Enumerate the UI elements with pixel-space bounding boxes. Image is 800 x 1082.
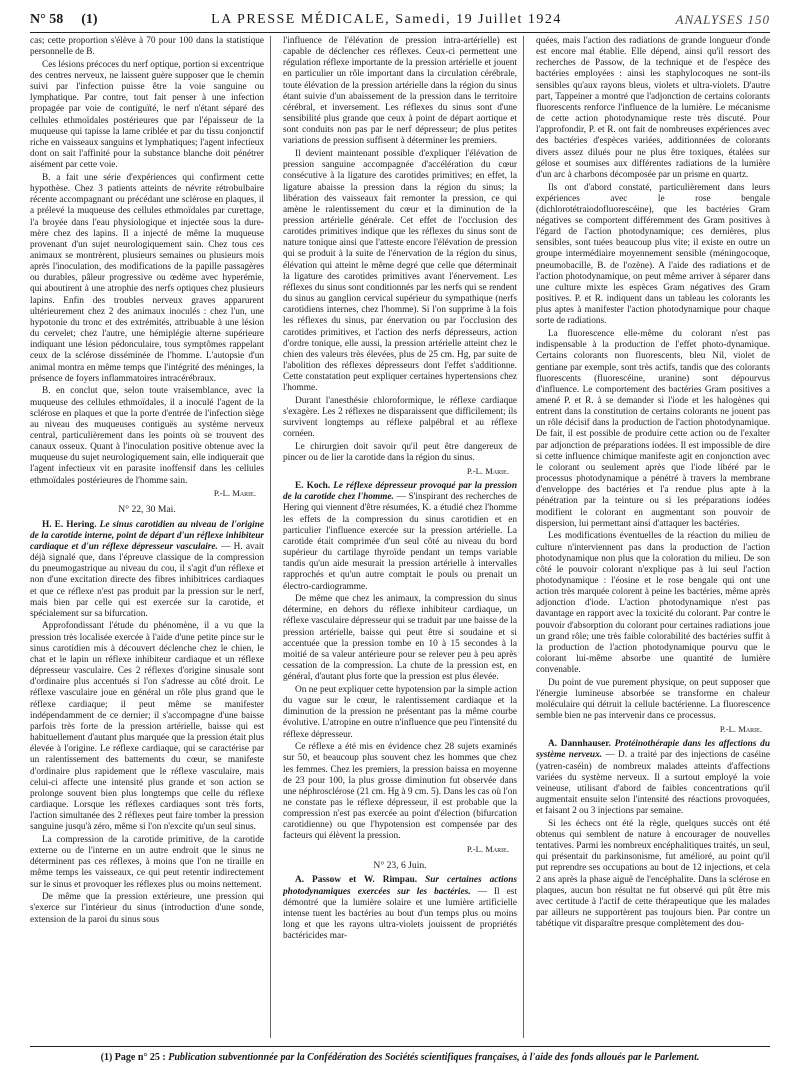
paragraph: l'influence de l'élévation de pression intra-artérielle) est capable de déclencher ces réflexes. Ceux-ci permettent une régulation réflexe importante de la pression artérielle et jouent en particulier un rôle important dans la circulation cérébrale, toute élévation de la pression artérielle dans la région du sinus étant suivie d'un abaissement de la pression dans le territoire cérébral, et inversement. Les réflexes du sinus sont d'une sensibilité plus grande que ceux à point de départ aortique et sont conduits non pas par le nerf dépresseur; de plus petites variations de pression suffisent à déterminer les premiers. xyxy=(283,36,517,147)
section-label: ANALYSES 150 xyxy=(675,12,770,27)
page-header xyxy=(30,8,770,33)
footnote-ref: (1) Page n° 25 : xyxy=(100,1052,166,1063)
issue-heading: N° 22, 30 Mai. xyxy=(118,504,176,516)
column-3 xyxy=(536,36,770,1038)
column-2 xyxy=(283,36,524,1038)
note-marker: (1) xyxy=(81,12,98,27)
article-lead: S'inspirant des recherches de Hering qui viennent d'être résumées, K. a étudié chez l'homme les effets de la compression du sinus carotidien et en particulier l'influence exercée sur la pression artérielle. La carotide était comprimée d'un seul côté au niveau du bord supérieur du cartilage thyroïde pendant un temps variable tandis qu'un aide mesurait la pression artérielle à intervalles rapprochés et qu'un autre comptait le pouls ou prenait un électro-cardiogramme. xyxy=(283,492,517,592)
paragraph: On ne peut expliquer cette hypotension par la simple action du vague sur le cœur, le ralentissement cardiaque et la diminution de la pression ne présentant pas la même courbe évolutive. L'atropine en outre n'influence que peu l'intensité du réflexe dépresseur. xyxy=(283,684,518,740)
article-lead: Il est démontré que la lumière solaire et une lumière artificielle intense tuent les bactéries au bout d'un temps plus ou moins long et que les rayons ultra-violets jouissent de propriétés bactéricides mar- xyxy=(283,886,518,942)
article-title: Sur certaines actions photodynamiques exercées sur les bactéries. xyxy=(283,875,518,897)
paragraph: Il devient maintenant possible d'expliquer l'élévation de pression sanguine accompagnée d'accélération du cœur consécutive à la ligature des carotides primitives; en effet, la ligature abaisse la pression dans la région du sinus; la libération des vaisseaux fait remonter la pression, ce qui amène le ralentissement du cœur et la diminution de la pression artérielle générale. Cet effet de l'occlusion des carotides primitives indique que les réflexes du sinus sont de nature tonique ainsi que l'atteste encore l'élévation de pression qui se produit à la suite de l'énervation de la région du sinus, élévation qui atteint le même degré que celle que déterminait la ligature des carotides primitives avant l'énervement. Les réflexes du sinus sont conditionnés par les nerfs qui se rendent du sinus au ganglion cervical supérieur du sympathique (nerfs carotidiens internes, chez l'homme). Si l'on supprime à la fois les réflexes du sinus, par énervation ou par l'occlusion des carotides primitives, et l'action des nerfs dépresseurs, action d'ordre tonique, elle aussi, la pression artérielle atteint chez le chien des valeurs très élevées, plus de 25 cm. Hg, par suite de l'abolition des réflexes dépresseurs dont l'effet s'additionne. Cette constatation peut expliquer certaines hypertensions chez l'homme. xyxy=(283,149,517,394)
dash: — xyxy=(221,541,231,552)
paragraph: Ces lésions précoces du nerf optique, portion si excentrique des centres nerveux, ne laissent guère supposer que le chemin suivi par l'infection puisse être la voie sanguine ou lymphatique. Par contre, tout fait penser à une infection propagée par voie de contiguïté, le nerf n'étant séparé des cellules ethmoïdales postérieures que par l'épaisseur de la muqueuse qui tapisse la lame criblée et par du tissu conjonctif riche en vaisseaux sanguins et lymphatiques; l'agent infectieux dont on sait l'affinité pour la substance blanche doit pénétrer aisément par cette voie. xyxy=(30,59,264,171)
dash: — xyxy=(477,886,487,897)
article-heading xyxy=(283,481,517,593)
article-title: Protéinothérapie dans les affections du système nerveux. xyxy=(536,739,770,761)
paragraph: Ils ont d'abord constaté, particulièrement dans leurs expériences avec le rose bengale (dichlorotétraiodofluorescéine), que les bactéries Gram négatives se comportent différemment des Gram positives à l'égard de l'action photodynamique; ces dernières, plus sensibles, sont tuées beaucoup plus vite; il existe en outre un groupe intermédiaire moyennement sensible (méningocoque, pneumobacille, B. de l'ozène). A l'aide des radiations et de l'action photodynamique, on peut même arriver à séparer dans une culture mixte les espèces Gram négatives des Gram positives. P. et R. indiquent dans un tableau les colorants les plus aptes à manifester l'action photodynamique pour chaque sorte de radiations. xyxy=(536,182,770,327)
article-heading xyxy=(536,739,770,817)
article-columns xyxy=(30,36,770,1038)
signature: P.-L. Marie. xyxy=(719,724,762,735)
paragraph: B. a fait une série d'expériences qui confirment cette hypothèse. Chez 3 patients atteints de névrite rétrobulbaire récente accompagnant ou précédant une sclérose en plaques, il a prélevé la muqueuse des cellules ethmoïdales par curettage, l'a broyée dans l'eau physiologique et injectée sous la dure-mère chez des lapins. Il a injecté de même la muqueuse provenant d'un sujet neurologiquement sain. Chez tous ces animaux se montrèrent, plusieurs semaines ou plusieurs mois après l'inoculation, des modifications de la papille passagères ou durables, pâleur progressive ou œdème avec hyperémie, qui aboutirent à une atrophie des nerfs optiques chez plusieurs lapins. Enfin des troubles nerveux graves apparurent ultérieurement chez 2 des animaux inoculés : chez l'un, une hypotonie du tronc et des extrémités, attribuable à une lésion du cervelet; chez l'autre, une hémiplégie alterne supérieure indiquant une lésion pédonculaire, tous symptômes rappelant ceux de la sclérose disséminée de l'homme. L'autopsie d'un animal montra en même temps que l'intégrité des méninges, la présence de foyers inflammatoires intracérébraux. xyxy=(30,172,264,384)
journal-title: LA PRESSE MÉDICALE, xyxy=(211,12,391,27)
paragraph: De même que la pression extérieure, une pression qui s'exerce sur l'intérieur du sinus (introduction d'une sonde, extension de la paroi du sinus sous xyxy=(30,892,264,925)
paragraph: Durant l'anesthésie chloroformique, le réflexe cardiaque s'exagère. Les 2 réflexes ne disparaissent que difficilement; ils survivent longtemps au réflexe palpébral et au réflexe cornéen. xyxy=(283,396,517,440)
paragraph: quées, mais l'action des radiations de grande longueur d'onde est encore mal établie. Elle dépend, ainsi qu'il ressort des recherches de Passow, de la technique et de l'espèce des bactéries employées : ainsi les staphylocoques ne sont-ils sensibles qu'aux rayons bleus, violets et ultra-violets. D'autre part, Tappeiner a montré que l'adjonction de certains colorants fluorescents renforce l'influence de la lumière. Le mécanisme de cette action photodynamique reste très discuté. Pour l'approfondir, P. et R. ont fait de nombreuses expériences avec des bactéries d'espèces variées, additionnées de colorants divers assez dilués pour ne plus être toxiques, étalées sur gélose et soumises aux différentes radiations de la lumière d'un arc à charbons décomposée par un prisme en quartz. xyxy=(536,36,770,180)
header-left xyxy=(30,12,98,28)
paragraph: Les modifications éventuelles de la réaction du milieu de culture n'interviennent pas dans la production de l'action photodynamique non plus que la coloration du milieu. De son côté le pouvoir colorant n'explique pas à lui seul l'action photodynamique : l'éosine et le rose bengale qui ont une action très marquée colorent à peine les bactéries, même après adjonction d'iode. L'action photodynamique n'est pas davantage en rapport avec la toxicité du colorant. Par contre le pouvoir d'absorption du colorant pour certaines radiations joue un grand rôle; une très faible colorabilité des bactéries suffit à la production de l'action photodynamique pourvu que le colorant lui-même absorbe une quantité de lumière convenable. xyxy=(536,531,770,676)
dash: — xyxy=(396,492,406,503)
page-number: N° 58 xyxy=(30,12,64,27)
article-author: A. Dannhauser. xyxy=(548,739,611,750)
dash: — xyxy=(605,750,615,761)
article-lead: H. avait déjà signalé que, dans l'épreuve classique de la compression du pneumogastrique au niveau du cou, il s'agit d'un réflexe et non d'une excitation directe des fibres inhibitrices cardiaques et que ce réflexe n'est pas produit par la pression sur le nerf, mais bien par celle qui est exercée sur la carotide, et spécialement sur sa bifurcation. xyxy=(30,541,264,619)
paragraph: Du point de vue purement physique, on peut supposer que l'énergie lumineuse absorbée se transforme en chaleur moléculaire qui détruit la cellule bactérienne. La fluorescence semble bien ne pas intervenir dans ce processus. xyxy=(536,677,770,722)
issue-date: Samedi, 19 Juillet 1924 xyxy=(395,12,562,27)
article-author: E. Koch. xyxy=(295,481,331,492)
article-heading xyxy=(283,875,517,942)
paragraph: Ce réflexe a été mis en évidence chez 28 sujets examinés sur 50, et beaucoup plus souvent chez les hommes que chez les femmes. Chez les premiers, la pression baissa en moyenne de 23 pour 100, la plus grosse diminution fut observée dans une néphrosclérose (21 cm. Hg à 9 cm. 5). Dans les cas où l'on ne constate pas le réflexe dépresseur, il est probable que la compression n'est pas exercée au point d'élection (bifurcation carotidienne) ou que l'hypotension est compensée par des facteurs qui élèvent la pression. xyxy=(283,742,517,842)
signature: P.-L. Marie. xyxy=(466,844,509,855)
paragraph: Si les échecs ont été la règle, quelques succès ont été obtenus qui semblent de nature à encourager de nouvelles tentatives. Parmi les nombreux encéphalitiques traités, un seul, qui présentait du parkinsonisme, fut amélioré, au point qu'il put reprendre ses occupations au bout de 12 injections, et cela 2 ans après la phase aiguë de l'encéphalite. Dans la sclérose en plaques, aucun bon résultat ne fut observé qui pût être mis avec certitude à l'actif de cette thérapeutique que les malades par ailleurs ne supportèrent pas toujours bien. Par contre un tabétique vit disparaître presque complètement des dou- xyxy=(536,818,770,930)
paragraph: La compression de la carotide primitive, de la carotide externe ou de l'interne en un autre endroit que le sinus ne déterminent pas ces réflexes, à moins que l'on ne tiraille en même temps les vaisseaux, ce qui peut retentir indirectement sur le sinus et provoquer les réflexes plus ou moins nettement. xyxy=(30,834,264,890)
page-footer xyxy=(30,1046,770,1063)
paragraph: cas; cette proportion s'élève à 70 pour 100 dans la statistique personnelle de B. xyxy=(30,36,264,58)
article-title: Le réflexe dépresseur provoqué par la pression de la carotide chez l'homme. xyxy=(283,481,517,503)
paragraph: La fluorescence elle-même du colorant n'est pas indispensable à la production de l'effet photo-dynamique. Certains colorants non fluorescents, bleu Nil, violet de gentiane par exemple, sont très actifs, tandis que des colorants fluorescents (fluorescéine, uranine) sont dépourvus d'influence. Le comportement des bactéries Gram positives a amené P. et R. à se demander si l'iode et les halogènes qui entrent dans la constitution de certains colorants ne jouent pas un rôle décisif dans la production de l'action photodynamique. De fait, il est possible de produire cette action ou de l'exalter par adjonction de préparations iodées. Il est impossible de dire si cette influence chimique manifeste agit en conjonction avec le colorant ou seulement après que l'iode libéré par le processus photodynamique a pénétré à travers la membrane d'enveloppe des bactéries et l'a rendue plus apte à la pénétration par la teinture ou si les préparations iodées modifient le colorant en augmentant son pouvoir de dispersion, lui permettant ainsi d'attaquer les bactéries. xyxy=(536,329,770,529)
signature: P.-L. Marie. xyxy=(466,465,509,476)
paragraph: Approfondissant l'étude du phénomène, il a vu que la pression très localisée exercée à l'aide d'une petite pince sur le sinus carotidien mis à découvert déclenche chez le chien, le chat et le lapin un réflexe inhibiteur cardiaque et un réflexe dépresseur vasculaire. Ces 2 réflexes d'origine sinusale sont d'ordinaire plus accentués si l'on s'adresse au côté droit. Le réflexe vasculaire joue en général un rôle plus grand que le réflexe cardiaque; il peut même se manifester indépendamment de ce dernier; il s'accompagne d'une baisse parfois très forte de la pression artérielle, baisse qui est habituellement d'autant plus marquée que la pression était plus élevée à l'origine. Le réflexe cardiaque, qui se caractérise par un ralentissement des battements du cœur, se manifeste d'ordinaire plus rapidement que le réflexe vasculaire, mais celui-ci affecte une intensité plus grande et son action se prolonge souvent bien plus longtemps que celle du réflexe cardiaque. Lorsque les réflexes cardiaques sont très forts, l'action simultanée des 2 réflexes peut faire tomber la pression sanguine jusqu'à zéro, même si l'on n'excite qu'un seul sinus. xyxy=(30,621,264,833)
article-title: Le sinus carotidien au niveau de l'origine de la carotide interne, point de départ d'un réflexe inhibiteur cardiaque et d'un réflexe dépresseur vasculaire. xyxy=(30,519,265,552)
issue-heading: N° 23, 6 Juin. xyxy=(373,860,427,872)
paragraph: B. en conclut que, selon toute vraisemblance, avec la muqueuse des cellules ethmoïdales, il a inoculé l'agent de la sclérose en plaques et que la porte d'entrée de l'infection siège au niveau des muqueuses contiguës au système nerveux central, particulièrement dans les points où se trouvent des canaux osseux. Quant à l'inoculation positive obtenue avec la muqueuse du sujet neurologiquement sain, elle indiquerait que l'agent infectieux vit en parasite inoffensif dans les cellules ethmoïdales postérieures de l'homme sain. xyxy=(30,386,264,486)
article-heading xyxy=(30,520,264,620)
footnote-text: Publication subventionnée par la Confédération des Sociétés scientifiques françaises, à l'aide des fonds alloués par le Parlement. xyxy=(168,1052,700,1063)
paragraph: Le chirurgien doit savoir qu'il peut être dangereux de pincer ou de lier la carotide dans la région du sinus. xyxy=(283,442,517,464)
header-center xyxy=(211,12,562,28)
article-lead: D. a traité par des injections de caséine (yatren-caséin) de nombreux malades atteints d'affections variées du système nerveux. Il a surtout employé la voie veineuse, utilisant d'abord de faibles concentrations qu'il augmentait ensuite selon l'intensité des réactions provoquées, et faisant 2 ou 3 injections par semaine. xyxy=(536,750,770,817)
article-author: H. E. Hering. xyxy=(42,519,97,530)
signature: P.-L. Marie. xyxy=(213,488,256,499)
paragraph: De même que chez les animaux, la compression du sinus détermine, en dehors du réflexe inhibiteur cardiaque, un réflexe vasculaire dépresseur qui se traduit par une baisse de la pression artérielle, baisse qui peut être si soudaine et si accentuée que la pression tombe en 10 à 15 secondes à la moitié de sa valeur antérieure pour se relever peu à peu après cessation de la compression. La chute de la pression est, en général, d'autant plus forte que la pression est plus élevée. xyxy=(283,594,517,683)
article-author: A. Passow et W. Rimpau. xyxy=(295,875,418,886)
column-1 xyxy=(30,36,271,1038)
